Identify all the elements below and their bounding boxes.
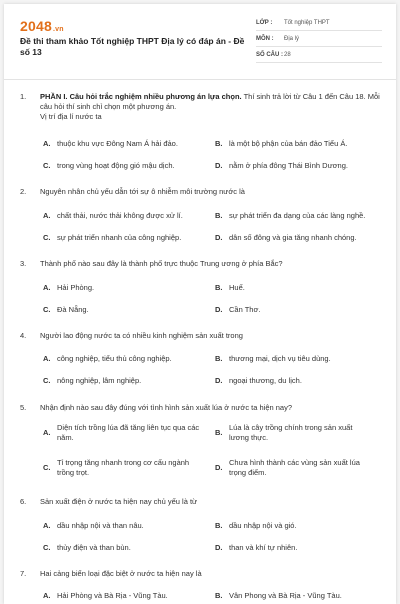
option-text-line: Tỉ trọng tăng nhanh trong cơ cấu ngành [57,458,190,467]
option-letter: D. [215,463,223,472]
option-letter: B. [215,211,223,220]
option-letter: B. [215,283,223,292]
meta-label: MÔN : [256,35,274,42]
option-letter: A. [43,428,51,437]
meta-label: LỚP : [256,19,273,26]
question-number: 5. [20,403,27,412]
option-letter: C. [43,233,51,242]
option-letter: D. [215,233,223,242]
question-text: Hai cảng biển loại đặc biệt ở nước ta hiện nay là [40,569,202,578]
option-letter: C. [43,463,51,472]
option-letter: A. [43,521,51,530]
option-letter: C. [43,376,51,385]
option-text: thương mại, dịch vụ tiêu dùng. [229,354,331,363]
option-letter: B. [215,428,223,437]
header-divider [4,79,396,80]
option-letter: C. [43,305,51,314]
part-label: PHẦN I. Câu hỏi trắc nghiệm nhiều phương án lựa chọn. [40,92,242,101]
meta-value: Địa lý [284,35,300,42]
option-text [229,458,360,478]
option-text: Cần Thơ. [229,305,261,314]
option-text-line: năm. [57,433,74,442]
logo-tld: .vn [52,26,64,33]
option-text: Vân Phong và Bà Rịa - Vũng Tàu. [229,591,342,600]
option-text-line: Diện tích trồng lúa đã tăng liên tục qua các [57,423,200,432]
option-text: nằm ở phía đông Thái Bình Dương. [229,161,348,170]
option-letter: B. [215,591,223,600]
site-logo[interactable] [20,18,64,34]
question-text [40,92,380,122]
option-text-line: trọng điểm. [229,468,267,477]
option-letter: B. [215,521,223,530]
option-text [57,423,199,443]
meta-value: Tốt nghiệp THPT [284,19,330,26]
option-text: sự phát triển nhanh của công nghiệp. [57,233,182,242]
logo-main: 2048 [20,18,52,34]
option-letter: D. [215,376,223,385]
option-text [57,458,189,478]
option-text: trong vùng hoạt động gió mậu dịch. [57,161,175,170]
option-letter: D. [215,161,223,170]
meta-row-class [256,15,382,31]
option-text: dầu nhập nội và gió. [229,521,297,530]
option-letter: D. [215,305,223,314]
question-number: 3. [20,259,27,268]
option-letter: B. [215,139,223,148]
option-text: dân số đông và gia tăng nhanh chóng. [229,233,357,242]
option-text: sự phát triển đa dạng của các làng nghề. [229,211,366,220]
option-text: Huế. [229,283,245,292]
option-text: nông nghiệp, lâm nghiệp. [57,376,142,385]
question-number: 4. [20,331,27,340]
question-text: Sản xuất điện ở nước ta hiện nay chủ yếu là từ [40,497,198,506]
option-letter: C. [43,543,51,552]
option-text: thuộc khu vực Đông Nam Á hải đảo. [57,139,178,148]
option-text-line: trồng trọt. [57,468,90,477]
option-letter: A. [43,283,51,292]
option-text: công nghiệp, tiểu thủ công nghiệp. [57,354,172,363]
option-letter: B. [215,354,223,363]
question-number: 6. [20,497,27,506]
option-text: là một bộ phận của bán đảo Tiểu Á. [229,139,348,148]
option-letter: D. [215,543,223,552]
page-header [4,4,396,79]
option-letter: A. [43,591,51,600]
option-text: chất thải, nước thải không được xử lí. [57,211,183,220]
exam-meta-table [256,15,382,63]
document-title: Đề thi tham khảo Tốt nghiệp THPT Địa lý có đáp án - Đề số 13 [20,36,245,57]
part-instructions: Thí sinh trả lời từ Câu 1 đến Câu 18. Mỗi câu hỏi thí sinh chỉ chọn một phương án. [40,92,380,111]
meta-row-count [256,47,382,63]
option-letter: C. [43,161,51,170]
meta-label: SỐ CÂU : [256,51,283,58]
question-text: Nguyên nhân chủ yếu dẫn tới sự ô nhiễm môi trường nước là [40,187,245,196]
option-text: thủy điện và than bùn. [57,543,131,552]
option-text-line: Lúa là cây trồng chính trong sản xuất [229,423,353,432]
question-number: 2. [20,187,27,196]
option-text: Hải Phòng và Bà Rịa - Vũng Tàu. [57,591,168,600]
question-text: Thành phố nào sau đây là thành phố trực thuộc Trung ương ở phía Bắc? [40,259,283,268]
question-stem: Vị trí địa lí nước ta [40,112,102,121]
question-text: Người lao động nước ta có nhiều kinh nghiệm sản xuất trong [40,331,243,340]
meta-row-subject [256,31,382,47]
option-text: than và khí tự nhiên. [229,543,298,552]
option-text-line: Chưa hình thành các vùng sản xuất lúa [229,458,360,467]
question-text: Nhận định nào sau đây đúng với tình hình sản xuất lúa ở nước ta hiện nay? [40,403,293,412]
option-text: ngoại thương, du lịch. [229,376,302,385]
option-letter: A. [43,354,51,363]
option-text: Đà Nẵng. [57,305,89,314]
question-number: 7. [20,569,27,578]
option-text: Hải Phòng. [57,283,95,292]
option-text: dầu nhập nội và than nâu. [57,521,144,530]
meta-value: 28 [284,51,291,58]
option-text-line: lương thực. [229,433,269,442]
option-letter: A. [43,211,51,220]
question-number: 1. [20,92,27,101]
option-text [229,423,352,443]
option-letter: A. [43,139,51,148]
exam-page [4,4,396,604]
